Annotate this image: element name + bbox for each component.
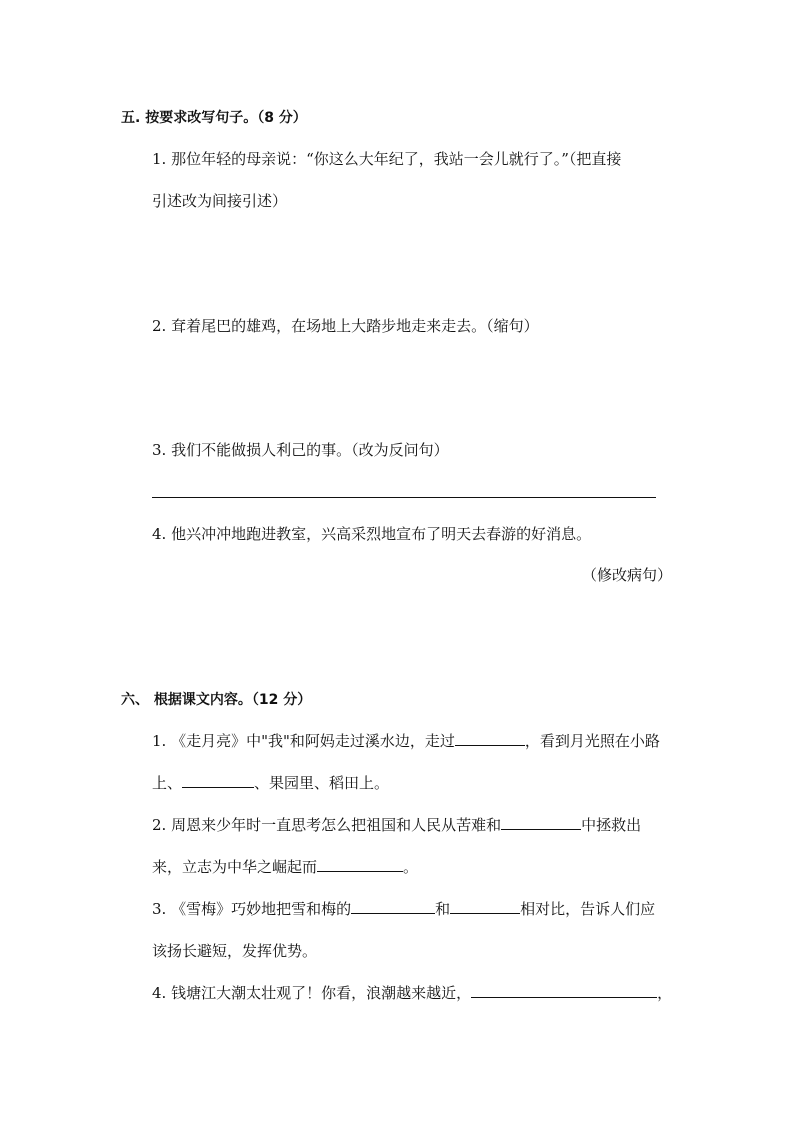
question-5-3: 3. 我们不能做损人利己的事。（改为反问句） xyxy=(152,441,449,459)
question-6-3-line1 xyxy=(152,899,655,919)
question-6-1-text-b: ，看到月光照在小路 xyxy=(524,732,660,750)
question-6-2-line2 xyxy=(152,857,418,877)
answer-line-5-3[interactable] xyxy=(152,497,656,498)
question-6-3-line2: 该扬长避短，发挥优势。 xyxy=(152,942,318,960)
fill-blank-6-2-a[interactable] xyxy=(501,815,581,830)
fill-blank-6-1-b[interactable] xyxy=(182,773,254,788)
question-6-1-text-a: 1. 《走月亮》中"我"和阿妈走过溪水边，走过 xyxy=(152,732,455,750)
question-6-4-text-b: ， xyxy=(657,984,673,1002)
question-6-3-text-b: 和 xyxy=(435,900,451,918)
question-5-2: 2. 耷着尾巴的雄鸡，在场地上大踏步地走来走去。（缩句） xyxy=(152,317,539,335)
question-6-4-text-a: 4. 钱塘江大潮太壮观了！你看，浪潮越来越近， xyxy=(152,984,472,1002)
section-6-heading: 六、 根据课文内容。（12 分） xyxy=(121,692,312,708)
question-6-2-text-c: 来，立志为中华之崛起而 xyxy=(152,858,318,876)
question-5-1-line1: 1. 那位年轻的母亲说：“你这么大年纪了，我站一会儿就行了。”（把直接 xyxy=(152,150,622,168)
question-6-4-line1 xyxy=(152,983,672,1003)
question-6-3-text-c: 相对比，告诉人们应 xyxy=(520,900,656,918)
question-6-1-text-c: 上、 xyxy=(152,774,183,792)
question-6-2-text-b: 中拯救出 xyxy=(581,816,642,834)
question-6-1-text-d: 、果园里、稻田上。 xyxy=(254,774,390,792)
fill-blank-6-3-a[interactable] xyxy=(351,899,435,914)
fill-blank-6-4-a[interactable] xyxy=(471,983,657,998)
section-5-heading: 五. 按要求改写句子。（8 分） xyxy=(121,110,307,126)
question-6-1-line1 xyxy=(152,731,660,751)
fill-blank-6-3-b[interactable] xyxy=(450,899,520,914)
question-6-2-text-d: 。 xyxy=(403,858,419,876)
question-5-4-note: （修改病句） xyxy=(581,566,672,584)
question-6-2-line1 xyxy=(152,815,641,835)
question-5-1-line2: 引述改为间接引述） xyxy=(152,192,288,210)
question-5-4: 4. 他兴冲冲地跑进教室，兴高采烈地宣布了明天去春游的好消息。 xyxy=(152,525,592,543)
fill-blank-6-2-b[interactable] xyxy=(317,857,403,872)
question-6-2-text-a: 2. 周恩来少年时一直思考怎么把祖国和人民从苦难和 xyxy=(152,816,502,834)
question-6-1-line2 xyxy=(152,773,389,793)
question-6-3-text-a: 3. 《雪梅》巧妙地把雪和梅的 xyxy=(152,900,352,918)
fill-blank-6-1-a[interactable] xyxy=(455,731,525,746)
